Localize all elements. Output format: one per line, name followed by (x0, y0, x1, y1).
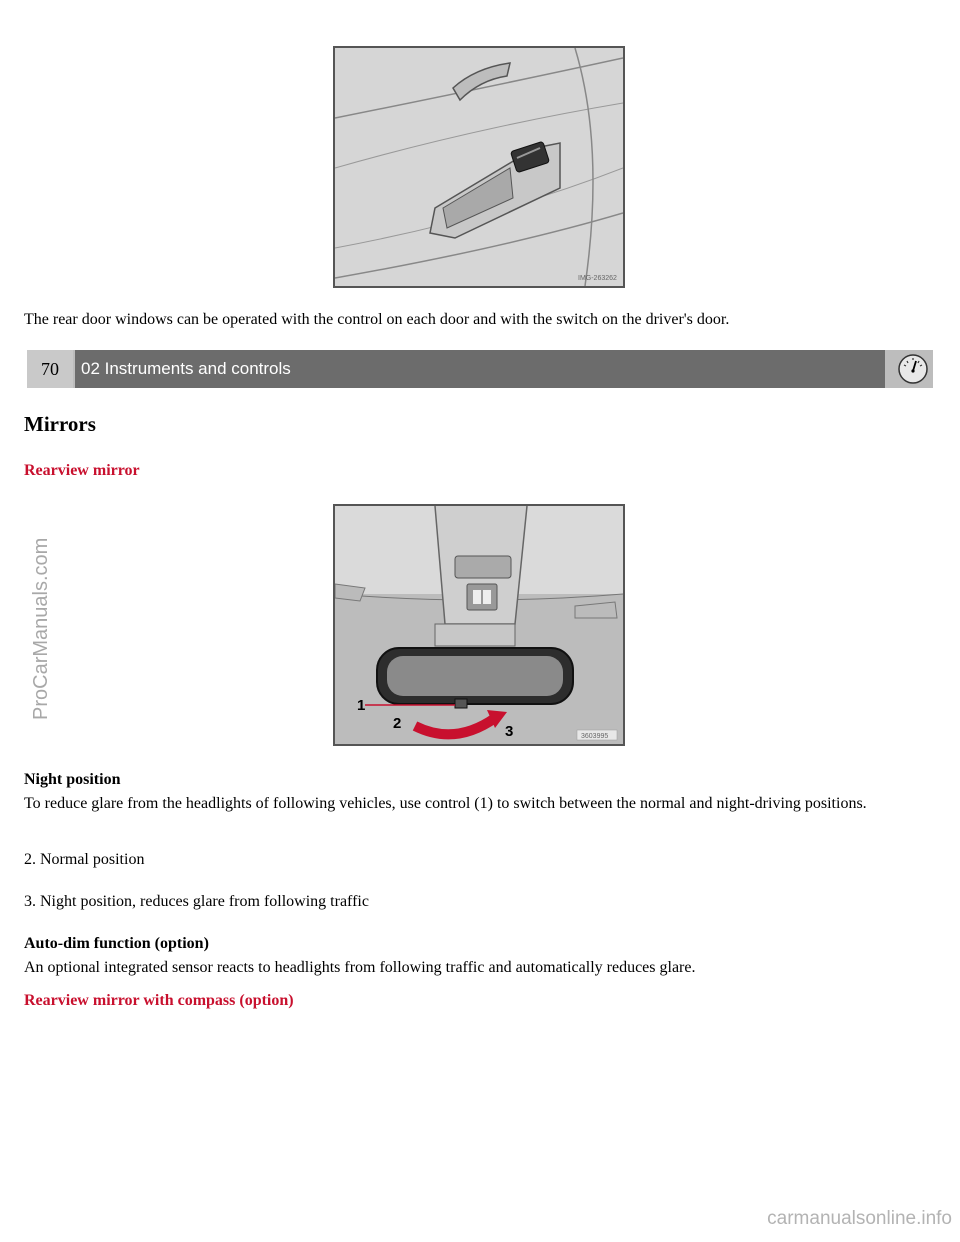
rearview-mirror-heading: Rearview mirror (24, 462, 140, 479)
rearview-mirror-figure (333, 504, 625, 746)
page-number: 70 (27, 350, 73, 388)
figure-code: IMG-263262 (578, 275, 617, 282)
auto-dim-title: Auto-dim function (option) (24, 935, 209, 952)
door-control-figure (333, 46, 625, 288)
side-watermark: ProCarManuals.com (30, 537, 52, 720)
night-position-block (24, 768, 867, 816)
gauge-icon (897, 353, 929, 385)
compass-mirror-heading: Rearview mirror with compass (option) (24, 992, 294, 1009)
normal-position-item: 2. Normal position (24, 851, 145, 868)
night-position-item: 3. Night position, reduces glare from following traffic (24, 893, 369, 910)
figure-code: 3603995 (581, 733, 609, 740)
night-position-text: To reduce glare from the headlights of following vehicles, use control (1) to switch between the normal and night-driving positions. (24, 795, 867, 812)
callout-3: 3 (505, 723, 514, 740)
intro-paragraph: The rear door windows can be operated with the control on each door and with the switch on the driver's door. (24, 311, 730, 328)
callout-1: 1 (357, 697, 366, 714)
auto-dim-block (24, 932, 695, 980)
chapter-title: 02 Instruments and controls (75, 350, 885, 388)
section-bar (27, 350, 933, 388)
night-position-title: Night position (24, 771, 121, 788)
callout-2: 2 (393, 715, 402, 732)
bottom-watermark: carmanualsonline.info (767, 1208, 952, 1229)
mirrors-heading: Mirrors (24, 412, 96, 436)
auto-dim-text: An optional integrated sensor reacts to headlights from following traffic and automatically reduces glare. (24, 959, 696, 976)
